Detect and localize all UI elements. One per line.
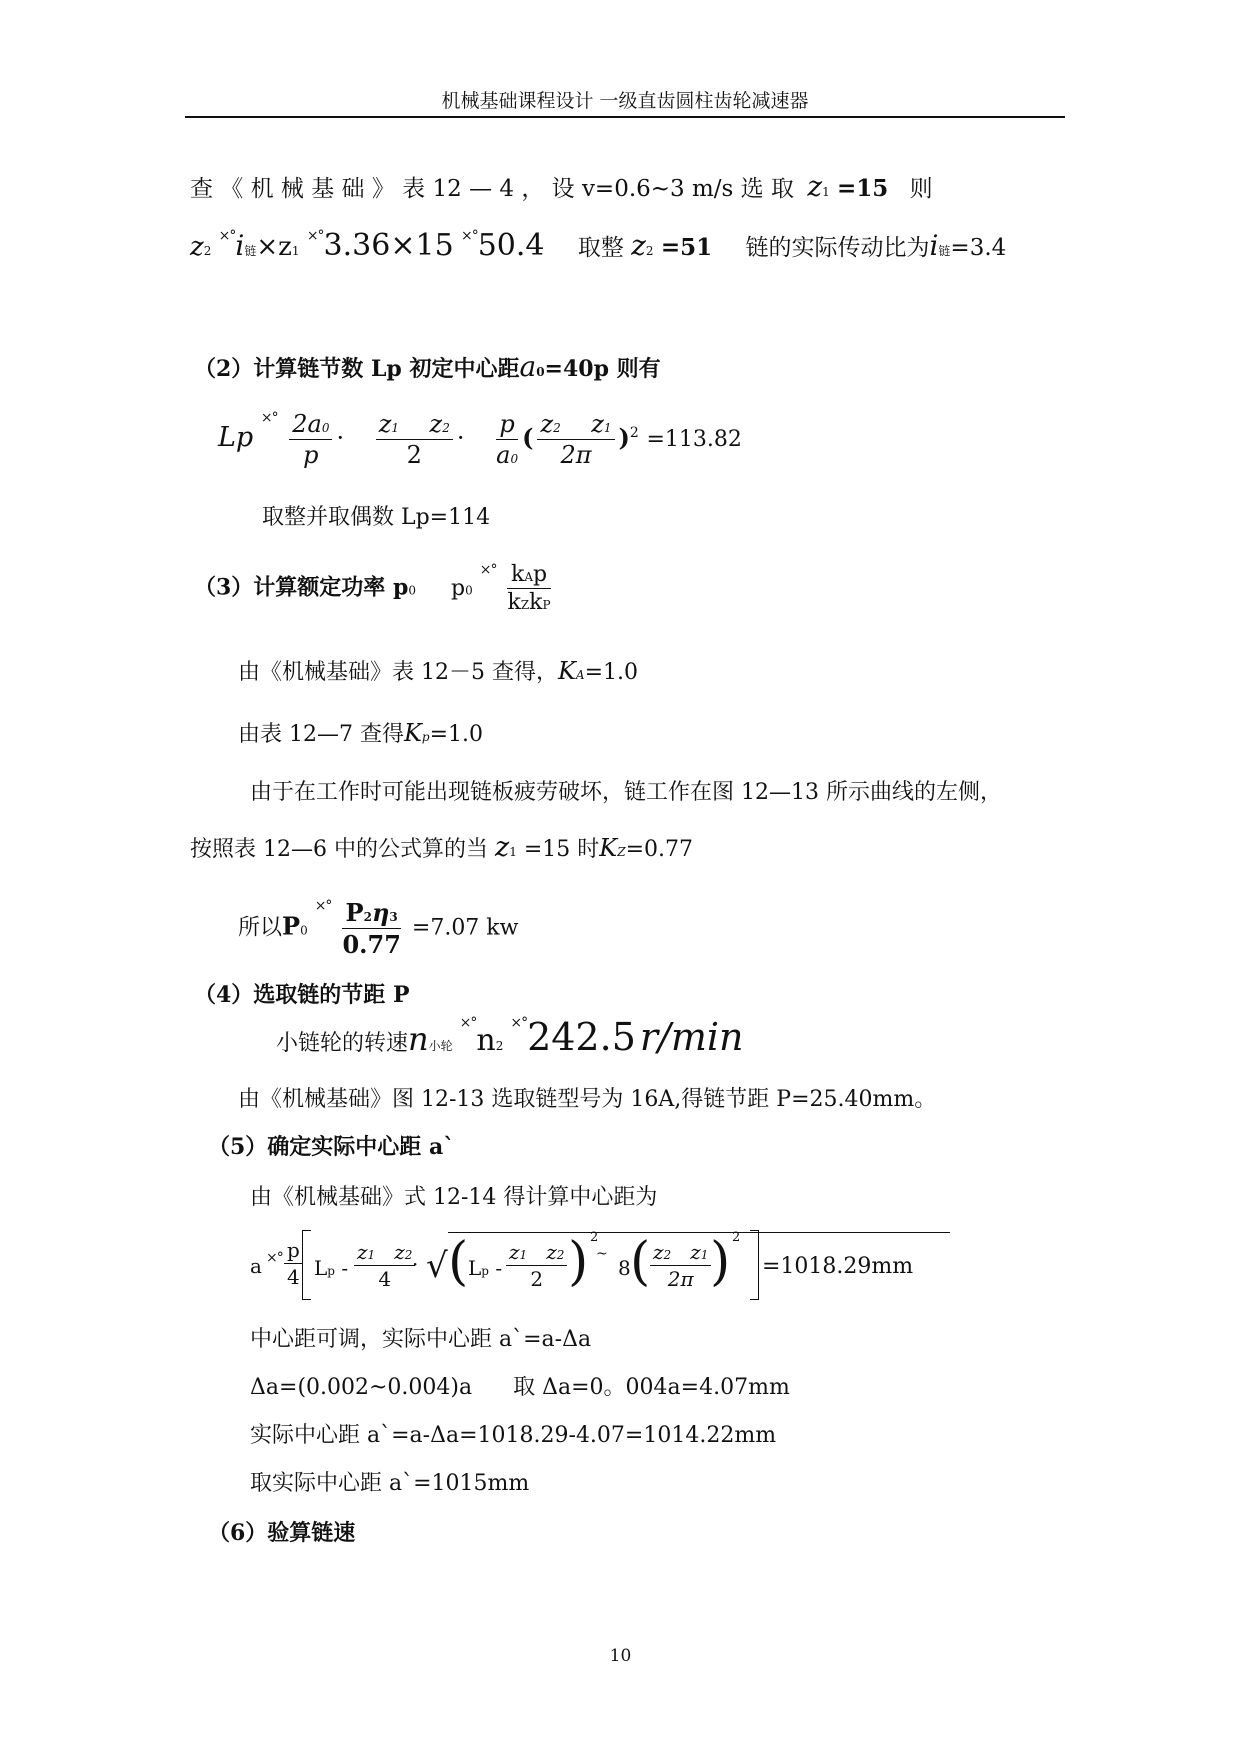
section-4-heading: （4）选取链的节距 P — [194, 982, 410, 1008]
ka-line: 由《机械基础》表 12－5 查得，KA=1.0 — [238, 657, 639, 685]
lp-formula: Lp ×° $\frac{2a0}{p}$ · $\frac{z1 z2}{2}$ · $\frac{p}{a0}$ ( $\frac{z2 z1}{2\pi}$ )$^2$ =113.82 — [218, 410, 742, 469]
line1-tail: 则 — [909, 176, 933, 202]
z2-raw: 50.4 — [477, 228, 545, 263]
kp-line: 由表 12—7 查得Kp=1.0 — [238, 719, 484, 747]
c1-line: 中心距可调，实际中心距 a`=a-Δa — [250, 1327, 592, 1352]
speed-value: 242.5 — [527, 1015, 636, 1059]
running-header: 机械基础课程设计 一级直齿圆柱齿轮减速器 — [441, 90, 809, 112]
speed-unit: r/min — [639, 1015, 744, 1059]
round-label: 取整 — [577, 235, 624, 261]
a-result: =1018.29mm — [762, 1254, 914, 1279]
lp-result: =113.82 — [646, 427, 742, 452]
section-6-heading: （6）验算链速 — [208, 1520, 356, 1546]
text-line-2: z2 ×°i链×z1 ×°3.36×15 ×°50.4 取整 z2 =51 链的实际传动比为i链=3.4 — [190, 228, 1007, 263]
c2-line: Δa=(0.002~0.004)a 取 Δa=0。004a=4.07mm — [250, 1375, 790, 1400]
speed-line: 小链轮的转速n小轮 ×°n2 ×°242.5 r/min — [276, 1015, 744, 1059]
center-line: 由《机械基础》式 12-14 得计算中心距为 — [250, 1185, 658, 1210]
section-3-heading: （3）计算额定功率 p0 p0 ×° $\frac{\text{kAp}}{\text{kZkP}}$ — [194, 562, 551, 615]
page-number: 10 — [609, 1646, 632, 1666]
c4-line: 取实际中心距 a`=1015mm — [250, 1471, 530, 1496]
section-2-heading: （2）计算链节数 Lp 初定中心距a0=40p 则有 — [194, 350, 661, 383]
text-line-1: 查 《 机 械 基 础 》 表 12 — 4 ， 设 v=0.6~3 m/s 选 取 z1 =15 则 — [190, 170, 933, 203]
ratio-label: 链的实际传动比为 — [745, 235, 930, 261]
z1-value: =15 — [837, 175, 889, 202]
paragraph-line-2: 按照表 12—6 中的公式算的当 z1 =15 时KZ=0.77 — [190, 832, 693, 863]
z2-value: =51 — [660, 234, 713, 261]
header-rule — [185, 116, 1065, 118]
ratio-value: =3.4 — [950, 235, 1007, 261]
z1-symbol: z — [807, 170, 823, 203]
c3-line: 实际中心距 a`=a-Δa=1018.29-4.07=1014.22mm — [250, 1423, 777, 1448]
line1-text: 查 《 机 械 基 础 》 表 12 — 4 ， 设 v=0.6~3 m/s 选 取 — [190, 176, 794, 202]
chain-line: 由《机械基础》图 12-13 选取链型号为 16A,得链节距 P=25.40mm。 — [238, 1087, 937, 1112]
ratio-expression: 3.36×15 — [323, 228, 454, 263]
p0-formula: 所以P0 ×° $\frac{P2\eta 3}{0.77}$ =7.07 kw — [238, 898, 519, 959]
paragraph-line-1: 由于在工作时可能出现链板疲劳破坏，链工作在图 12—13 所示曲线的左侧， — [250, 780, 1002, 805]
section-5-heading: （5）确定实际中心距 a` — [208, 1134, 455, 1160]
lp-round: 取整并取偶数 Lp=114 — [262, 505, 491, 530]
